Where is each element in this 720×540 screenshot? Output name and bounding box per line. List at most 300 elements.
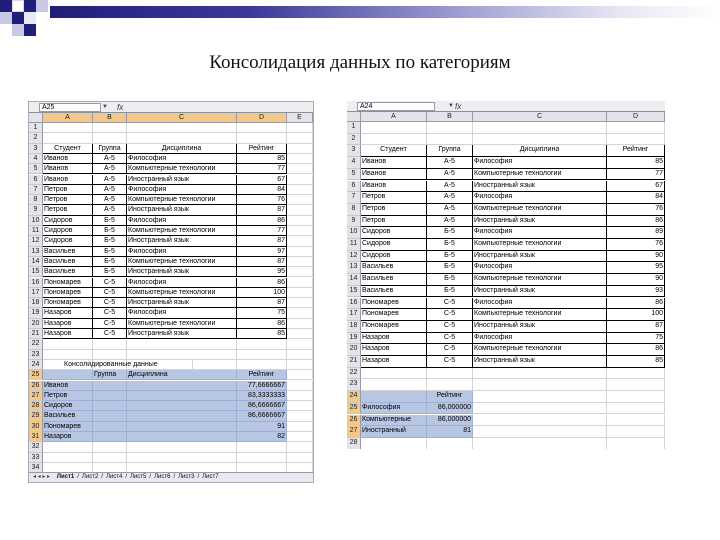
table-cell[interactable]: Компьютерные технологии — [473, 239, 607, 251]
table-cell[interactable]: А-5 — [93, 175, 127, 185]
grid-cell[interactable] — [287, 401, 313, 411]
table-cell[interactable]: Компьютерные технологии — [127, 288, 237, 298]
grid-cell[interactable] — [43, 453, 93, 463]
consolidated-cell[interactable]: 83,3333333 — [237, 391, 287, 401]
consolidated-cell[interactable] — [93, 391, 127, 401]
grid-cell[interactable] — [287, 267, 313, 277]
grid-cell[interactable] — [473, 403, 607, 415]
consolidated-cell[interactable] — [127, 401, 237, 411]
table-cell[interactable]: А-5 — [93, 195, 127, 205]
grid-cell[interactable] — [287, 144, 313, 154]
table-cell[interactable]: Философия — [473, 157, 607, 169]
consolidated-cell[interactable] — [127, 381, 237, 391]
row-number[interactable]: 16 — [347, 298, 361, 310]
table-cell[interactable]: Иностранный язык — [473, 286, 607, 298]
row-number[interactable]: 28 — [347, 438, 361, 449]
column-header[interactable]: B — [93, 113, 127, 123]
table-cell[interactable]: 77 — [237, 164, 287, 174]
consolidated-cell[interactable]: 86,000000 — [427, 403, 473, 415]
row-number[interactable]: 13 — [29, 247, 43, 257]
chevron-down-icon[interactable]: ▼ — [448, 103, 454, 109]
table-cell[interactable]: Философия — [473, 192, 607, 204]
table-cell[interactable]: 87 — [237, 205, 287, 215]
grid-cell[interactable] — [287, 442, 313, 452]
row-number[interactable]: 28 — [29, 401, 43, 411]
table-cell[interactable]: Назаров — [361, 344, 427, 356]
table-cell[interactable]: Иванов — [361, 181, 427, 193]
table-cell[interactable]: Сидоров — [361, 239, 427, 251]
table-cell[interactable]: Философия — [127, 278, 237, 288]
grid-cell[interactable] — [237, 133, 287, 143]
table-header-cell[interactable]: Рейтинг — [237, 144, 287, 154]
grid-cell[interactable] — [287, 133, 313, 143]
grid-cell[interactable] — [287, 278, 313, 288]
table-cell[interactable]: Иностранный язык — [127, 267, 237, 277]
grid-cell[interactable] — [287, 288, 313, 298]
consolidated-cell[interactable]: 86,000000 — [427, 415, 473, 427]
row-number[interactable]: 17 — [347, 309, 361, 321]
table-cell[interactable]: Сидоров — [43, 216, 93, 226]
table-cell[interactable]: 84 — [607, 192, 665, 204]
grid-cell[interactable] — [237, 339, 287, 349]
table-header-cell[interactable]: Группа — [427, 145, 473, 157]
table-cell[interactable]: Б-5 — [93, 257, 127, 267]
grid-cell[interactable] — [607, 368, 665, 380]
table-cell[interactable]: Васильев — [43, 267, 93, 277]
row-number[interactable]: 33 — [29, 453, 43, 463]
table-cell[interactable]: Б-5 — [93, 216, 127, 226]
grid-cell[interactable] — [93, 453, 127, 463]
table-cell[interactable]: Пономарев — [361, 298, 427, 310]
table-cell[interactable]: Б-5 — [93, 267, 127, 277]
row-number[interactable]: 24 — [29, 360, 43, 370]
table-cell[interactable]: Петров — [361, 192, 427, 204]
consolidated-cell[interactable]: 82 — [237, 432, 287, 442]
table-cell[interactable]: Б-5 — [427, 227, 473, 239]
chevron-down-icon[interactable]: ▼ — [102, 104, 108, 110]
grid-cell[interactable] — [287, 175, 313, 185]
table-cell[interactable]: Сидоров — [361, 227, 427, 239]
table-cell[interactable]: Философия — [127, 185, 237, 195]
grid-cell[interactable] — [427, 368, 473, 380]
table-cell[interactable]: 90 — [607, 251, 665, 263]
consolidated-cell[interactable] — [93, 381, 127, 391]
table-cell[interactable]: А-5 — [427, 204, 473, 216]
table-cell[interactable]: А-5 — [427, 169, 473, 181]
consolidated-cell[interactable] — [93, 401, 127, 411]
table-cell[interactable]: Компьютерные технологии — [473, 204, 607, 216]
table-cell[interactable]: 95 — [237, 267, 287, 277]
consolidation-caption[interactable]: Консолидированные данные — [63, 360, 193, 370]
table-cell[interactable]: Философия — [473, 227, 607, 239]
table-header-cell[interactable]: Рейтинг — [607, 145, 665, 157]
consolidated-cell[interactable]: Компьютерные — [361, 415, 427, 427]
row-number[interactable]: 13 — [347, 262, 361, 274]
column-header[interactable]: C — [127, 113, 237, 123]
table-cell[interactable]: Назаров — [361, 333, 427, 345]
table-cell[interactable]: 67 — [237, 175, 287, 185]
row-number[interactable]: 11 — [29, 226, 43, 236]
grid-cell[interactable] — [93, 133, 127, 143]
consolidated-cell[interactable]: Васильев — [43, 411, 93, 421]
table-cell[interactable]: Б-5 — [427, 286, 473, 298]
table-cell[interactable]: С-5 — [93, 278, 127, 288]
grid-cell[interactable] — [473, 134, 607, 146]
row-number[interactable]: 23 — [347, 379, 361, 391]
table-cell[interactable]: Назаров — [43, 308, 93, 318]
table-cell[interactable]: Компьютерные технологии — [473, 169, 607, 181]
sheet-tab[interactable]: Лист1 — [56, 474, 75, 480]
grid-cell[interactable] — [93, 339, 127, 349]
grid-cell[interactable] — [361, 438, 427, 449]
row-number[interactable]: 12 — [29, 236, 43, 246]
grid-cell[interactable] — [473, 368, 607, 380]
grid-cell[interactable] — [473, 379, 607, 391]
consolidated-cell[interactable]: Сидоров — [43, 401, 93, 411]
table-cell[interactable]: Пономарев — [361, 309, 427, 321]
sheet-tab[interactable]: Лист7 — [202, 474, 219, 480]
table-cell[interactable]: Компьютерные технологии — [473, 274, 607, 286]
table-cell[interactable]: 86 — [237, 216, 287, 226]
table-cell[interactable]: Философия — [473, 298, 607, 310]
row-number[interactable]: 15 — [29, 267, 43, 277]
consolidated-cell[interactable]: Философия — [361, 403, 427, 415]
table-cell[interactable]: Философия — [473, 333, 607, 345]
table-cell[interactable]: С-5 — [427, 333, 473, 345]
grid-cell[interactable] — [361, 368, 427, 380]
row-number[interactable]: 27 — [347, 426, 361, 438]
row-number[interactable]: 23 — [29, 350, 43, 360]
table-cell[interactable]: 85 — [607, 356, 665, 368]
row-number[interactable]: 14 — [29, 257, 43, 267]
row-number[interactable]: 3 — [347, 145, 361, 157]
table-cell[interactable]: Васильев — [43, 247, 93, 257]
grid-cell[interactable] — [127, 339, 237, 349]
table-cell[interactable]: Компьютерные технологии — [127, 319, 237, 329]
row-number[interactable]: 19 — [347, 333, 361, 345]
grid-cell[interactable] — [287, 391, 313, 401]
table-cell[interactable]: А-5 — [427, 192, 473, 204]
grid-cell[interactable] — [93, 123, 127, 133]
table-cell[interactable]: Философия — [127, 308, 237, 318]
consolidated-header-cell[interactable]: Дисциплина — [127, 370, 237, 380]
row-number[interactable]: 9 — [29, 205, 43, 215]
table-cell[interactable]: Б-5 — [427, 239, 473, 251]
table-cell[interactable]: Компьютерные технологии — [127, 164, 237, 174]
grid-cell[interactable] — [427, 134, 473, 146]
table-cell[interactable]: Васильев — [361, 262, 427, 274]
left-spreadsheet[interactable] — [28, 101, 314, 483]
row-number[interactable]: 6 — [29, 175, 43, 185]
consolidated-cell[interactable] — [127, 391, 237, 401]
grid-cell[interactable] — [237, 442, 287, 452]
table-cell[interactable]: С-5 — [93, 329, 127, 339]
grid-cell[interactable] — [287, 319, 313, 329]
table-cell[interactable]: 87 — [237, 298, 287, 308]
consolidated-cell[interactable]: Иностранный — [361, 426, 427, 438]
table-cell[interactable]: Компьютерные технологии — [127, 257, 237, 267]
grid-cell[interactable] — [287, 257, 313, 267]
grid-cell[interactable] — [287, 329, 313, 339]
table-cell[interactable]: 86 — [607, 216, 665, 228]
grid-cell[interactable] — [473, 426, 607, 438]
grid-cell[interactable] — [127, 350, 237, 360]
row-number[interactable]: 4 — [347, 157, 361, 169]
row-number[interactable]: 14 — [347, 274, 361, 286]
grid-cell[interactable] — [43, 339, 93, 349]
table-cell[interactable]: 87 — [607, 321, 665, 333]
right-spreadsheet[interactable] — [347, 101, 665, 449]
table-cell[interactable]: 76 — [607, 204, 665, 216]
grid-cell[interactable] — [237, 350, 287, 360]
table-cell[interactable]: Назаров — [43, 319, 93, 329]
row-number[interactable]: 2 — [347, 134, 361, 146]
grid-cell[interactable] — [427, 379, 473, 391]
row-number[interactable]: 22 — [347, 368, 361, 380]
grid-cell[interactable] — [607, 134, 665, 146]
tab-nav-arrows[interactable]: ◂ ◂ ▸ ▸ — [33, 474, 51, 480]
grid-cell[interactable] — [287, 205, 313, 215]
table-cell[interactable]: С-5 — [427, 344, 473, 356]
row-number[interactable]: 7 — [347, 192, 361, 204]
table-cell[interactable]: Философия — [127, 154, 237, 164]
column-header[interactable]: E — [287, 113, 313, 123]
table-cell[interactable]: 85 — [607, 157, 665, 169]
table-cell[interactable]: Иванов — [43, 175, 93, 185]
consolidated-header-cell[interactable]: Рейтинг — [237, 370, 287, 380]
table-header-cell[interactable]: Студент — [361, 145, 427, 157]
function-icon[interactable]: fx — [455, 102, 462, 111]
table-cell[interactable]: Петров — [361, 204, 427, 216]
table-cell[interactable]: С-5 — [93, 298, 127, 308]
grid-cell[interactable] — [287, 195, 313, 205]
table-cell[interactable]: Васильев — [361, 286, 427, 298]
row-number[interactable]: 10 — [29, 216, 43, 226]
consolidated-cell[interactable] — [93, 422, 127, 432]
name-box[interactable]: A25 — [39, 103, 101, 112]
table-cell[interactable]: Иностранный язык — [473, 251, 607, 263]
consolidated-cell[interactable]: Иванов — [43, 381, 93, 391]
consolidated-cell[interactable]: 86,6666667 — [237, 401, 287, 411]
grid-cell[interactable] — [287, 370, 313, 380]
table-cell[interactable]: А-5 — [427, 181, 473, 193]
row-number[interactable]: 26 — [29, 381, 43, 391]
table-cell[interactable]: Б-5 — [427, 251, 473, 263]
grid-cell[interactable] — [237, 453, 287, 463]
row-number[interactable]: 12 — [347, 251, 361, 263]
table-cell[interactable]: Иностранный язык — [473, 356, 607, 368]
table-cell[interactable]: Иванов — [43, 164, 93, 174]
table-cell[interactable]: 100 — [237, 288, 287, 298]
row-number[interactable]: 15 — [347, 286, 361, 298]
table-cell[interactable]: 77 — [237, 226, 287, 236]
table-header-cell[interactable]: Дисциплина — [473, 145, 607, 157]
table-cell[interactable]: 86 — [607, 298, 665, 310]
consolidated-cell[interactable]: Петров — [43, 391, 93, 401]
consolidated-header-cell[interactable] — [361, 391, 427, 403]
grid-cell[interactable] — [607, 391, 665, 403]
grid-cell[interactable] — [607, 403, 665, 415]
column-header[interactable]: D — [607, 112, 665, 122]
grid-cell[interactable] — [473, 391, 607, 403]
function-icon[interactable]: fx — [117, 103, 124, 112]
row-number[interactable]: 7 — [29, 185, 43, 195]
table-cell[interactable]: 87 — [237, 257, 287, 267]
grid-cell[interactable] — [287, 164, 313, 174]
grid-cell[interactable] — [361, 379, 427, 391]
grid-cell[interactable] — [287, 350, 313, 360]
table-cell[interactable]: Назаров — [361, 356, 427, 368]
table-cell[interactable]: Иностранный язык — [127, 329, 237, 339]
table-cell[interactable]: 84 — [237, 185, 287, 195]
grid-cell[interactable] — [361, 122, 427, 134]
table-cell[interactable]: Компьютерные технологии — [473, 309, 607, 321]
grid-cell[interactable] — [607, 438, 665, 449]
grid-cell[interactable] — [237, 123, 287, 133]
grid-cell[interactable] — [607, 415, 665, 427]
row-number[interactable]: 5 — [347, 169, 361, 181]
table-cell[interactable]: А-5 — [427, 157, 473, 169]
grid-cell[interactable] — [607, 122, 665, 134]
row-number[interactable]: 9 — [347, 216, 361, 228]
table-cell[interactable]: С-5 — [427, 309, 473, 321]
row-number[interactable]: 31 — [29, 432, 43, 442]
table-cell[interactable]: Иностранный язык — [473, 181, 607, 193]
column-header[interactable]: A — [361, 112, 427, 122]
table-cell[interactable]: Б-5 — [427, 262, 473, 274]
table-cell[interactable]: Иностранный язык — [127, 236, 237, 246]
table-cell[interactable]: Иностранный язык — [127, 205, 237, 215]
table-cell[interactable]: Б-5 — [93, 236, 127, 246]
table-cell[interactable]: А-5 — [93, 185, 127, 195]
grid-cell[interactable] — [287, 226, 313, 236]
grid-cell[interactable] — [361, 134, 427, 146]
grid-cell[interactable] — [287, 308, 313, 318]
column-header[interactable]: C — [473, 112, 607, 122]
row-number[interactable]: 3 — [29, 144, 43, 154]
consolidated-header-cell[interactable]: Группа — [93, 370, 127, 380]
table-cell[interactable]: Пономарев — [361, 321, 427, 333]
table-cell[interactable]: 89 — [607, 227, 665, 239]
grid-cell[interactable] — [93, 350, 127, 360]
consolidated-cell[interactable] — [127, 411, 237, 421]
grid-cell[interactable] — [237, 360, 287, 370]
table-cell[interactable]: Иванов — [361, 169, 427, 181]
grid-cell[interactable] — [607, 379, 665, 391]
row-number[interactable]: 34 — [29, 463, 43, 473]
grid-cell[interactable] — [287, 432, 313, 442]
row-number[interactable]: 8 — [29, 195, 43, 205]
table-cell[interactable]: Б-5 — [427, 274, 473, 286]
table-cell[interactable]: А-5 — [93, 154, 127, 164]
table-cell[interactable]: Философия — [473, 262, 607, 274]
grid-cell[interactable] — [43, 123, 93, 133]
row-number[interactable]: 29 — [29, 411, 43, 421]
consolidated-cell[interactable]: 81 — [427, 426, 473, 438]
grid-cell[interactable] — [607, 426, 665, 438]
table-cell[interactable]: 87 — [237, 236, 287, 246]
table-cell[interactable]: Сидоров — [361, 251, 427, 263]
table-cell[interactable]: 100 — [607, 309, 665, 321]
table-cell[interactable]: 97 — [237, 247, 287, 257]
grid-cell[interactable] — [127, 123, 237, 133]
table-cell[interactable]: Б-5 — [93, 247, 127, 257]
table-cell[interactable]: А-5 — [93, 164, 127, 174]
row-number[interactable]: 2 — [29, 133, 43, 143]
consolidated-cell[interactable]: Пономарев — [43, 422, 93, 432]
row-number[interactable]: 18 — [29, 298, 43, 308]
grid-cell[interactable] — [287, 339, 313, 349]
table-cell[interactable]: Иностранный язык — [473, 216, 607, 228]
table-cell[interactable]: Иностранный язык — [473, 321, 607, 333]
row-number[interactable]: 26 — [347, 415, 361, 427]
consolidated-header-cell[interactable] — [43, 370, 93, 380]
row-number[interactable]: 20 — [347, 344, 361, 356]
grid-cell[interactable] — [287, 360, 313, 370]
row-number[interactable]: 24 — [347, 391, 361, 403]
table-cell[interactable]: 76 — [607, 239, 665, 251]
table-cell[interactable]: Назаров — [43, 329, 93, 339]
row-number[interactable]: 21 — [347, 356, 361, 368]
column-header[interactable]: B — [427, 112, 473, 122]
table-cell[interactable]: Компьютерные технологии — [473, 344, 607, 356]
grid-cell[interactable] — [93, 442, 127, 452]
select-all-corner[interactable] — [29, 113, 43, 123]
consolidated-cell[interactable]: 91 — [237, 422, 287, 432]
table-cell[interactable]: Философия — [127, 247, 237, 257]
consolidated-cell[interactable]: 77,6666667 — [237, 381, 287, 391]
select-all-corner[interactable] — [347, 112, 361, 122]
grid-cell[interactable] — [287, 453, 313, 463]
table-cell[interactable]: Пономарев — [43, 288, 93, 298]
table-cell[interactable]: Петров — [43, 185, 93, 195]
table-cell[interactable]: Пономарев — [43, 298, 93, 308]
table-cell[interactable]: С-5 — [427, 321, 473, 333]
table-cell[interactable]: С-5 — [93, 308, 127, 318]
grid-cell[interactable] — [127, 453, 237, 463]
row-number[interactable]: 10 — [347, 227, 361, 239]
table-cell[interactable]: 86 — [237, 319, 287, 329]
table-cell[interactable]: Компьютерные технологии — [127, 195, 237, 205]
table-cell[interactable]: Иностранный язык — [127, 298, 237, 308]
column-header[interactable]: A — [43, 113, 93, 123]
row-number[interactable]: 32 — [29, 442, 43, 452]
consolidated-cell[interactable] — [93, 411, 127, 421]
grid-cell[interactable] — [127, 133, 237, 143]
table-cell[interactable]: Сидоров — [43, 226, 93, 236]
table-cell[interactable]: Философия — [127, 216, 237, 226]
table-cell[interactable]: 86 — [607, 344, 665, 356]
table-cell[interactable]: Сидоров — [43, 236, 93, 246]
sheet-tab[interactable]: Лист4 — [105, 474, 123, 480]
grid-cell[interactable] — [287, 247, 313, 257]
table-cell[interactable]: С-5 — [93, 288, 127, 298]
table-cell[interactable]: 67 — [607, 181, 665, 193]
table-cell[interactable]: Иностранный язык — [127, 175, 237, 185]
consolidated-cell[interactable] — [127, 432, 237, 442]
table-cell[interactable]: А-5 — [427, 216, 473, 228]
table-cell[interactable]: Васильев — [361, 274, 427, 286]
name-box[interactable]: A24 — [357, 102, 435, 111]
row-number[interactable]: 25 — [347, 403, 361, 415]
grid-cell[interactable] — [427, 122, 473, 134]
row-number[interactable]: 11 — [347, 239, 361, 251]
table-cell[interactable]: Пономарев — [43, 278, 93, 288]
table-header-cell[interactable]: Группа — [93, 144, 127, 154]
consolidated-cell[interactable] — [93, 432, 127, 442]
table-cell[interactable]: 95 — [607, 262, 665, 274]
table-cell[interactable]: Компьютерные технологии — [127, 226, 237, 236]
